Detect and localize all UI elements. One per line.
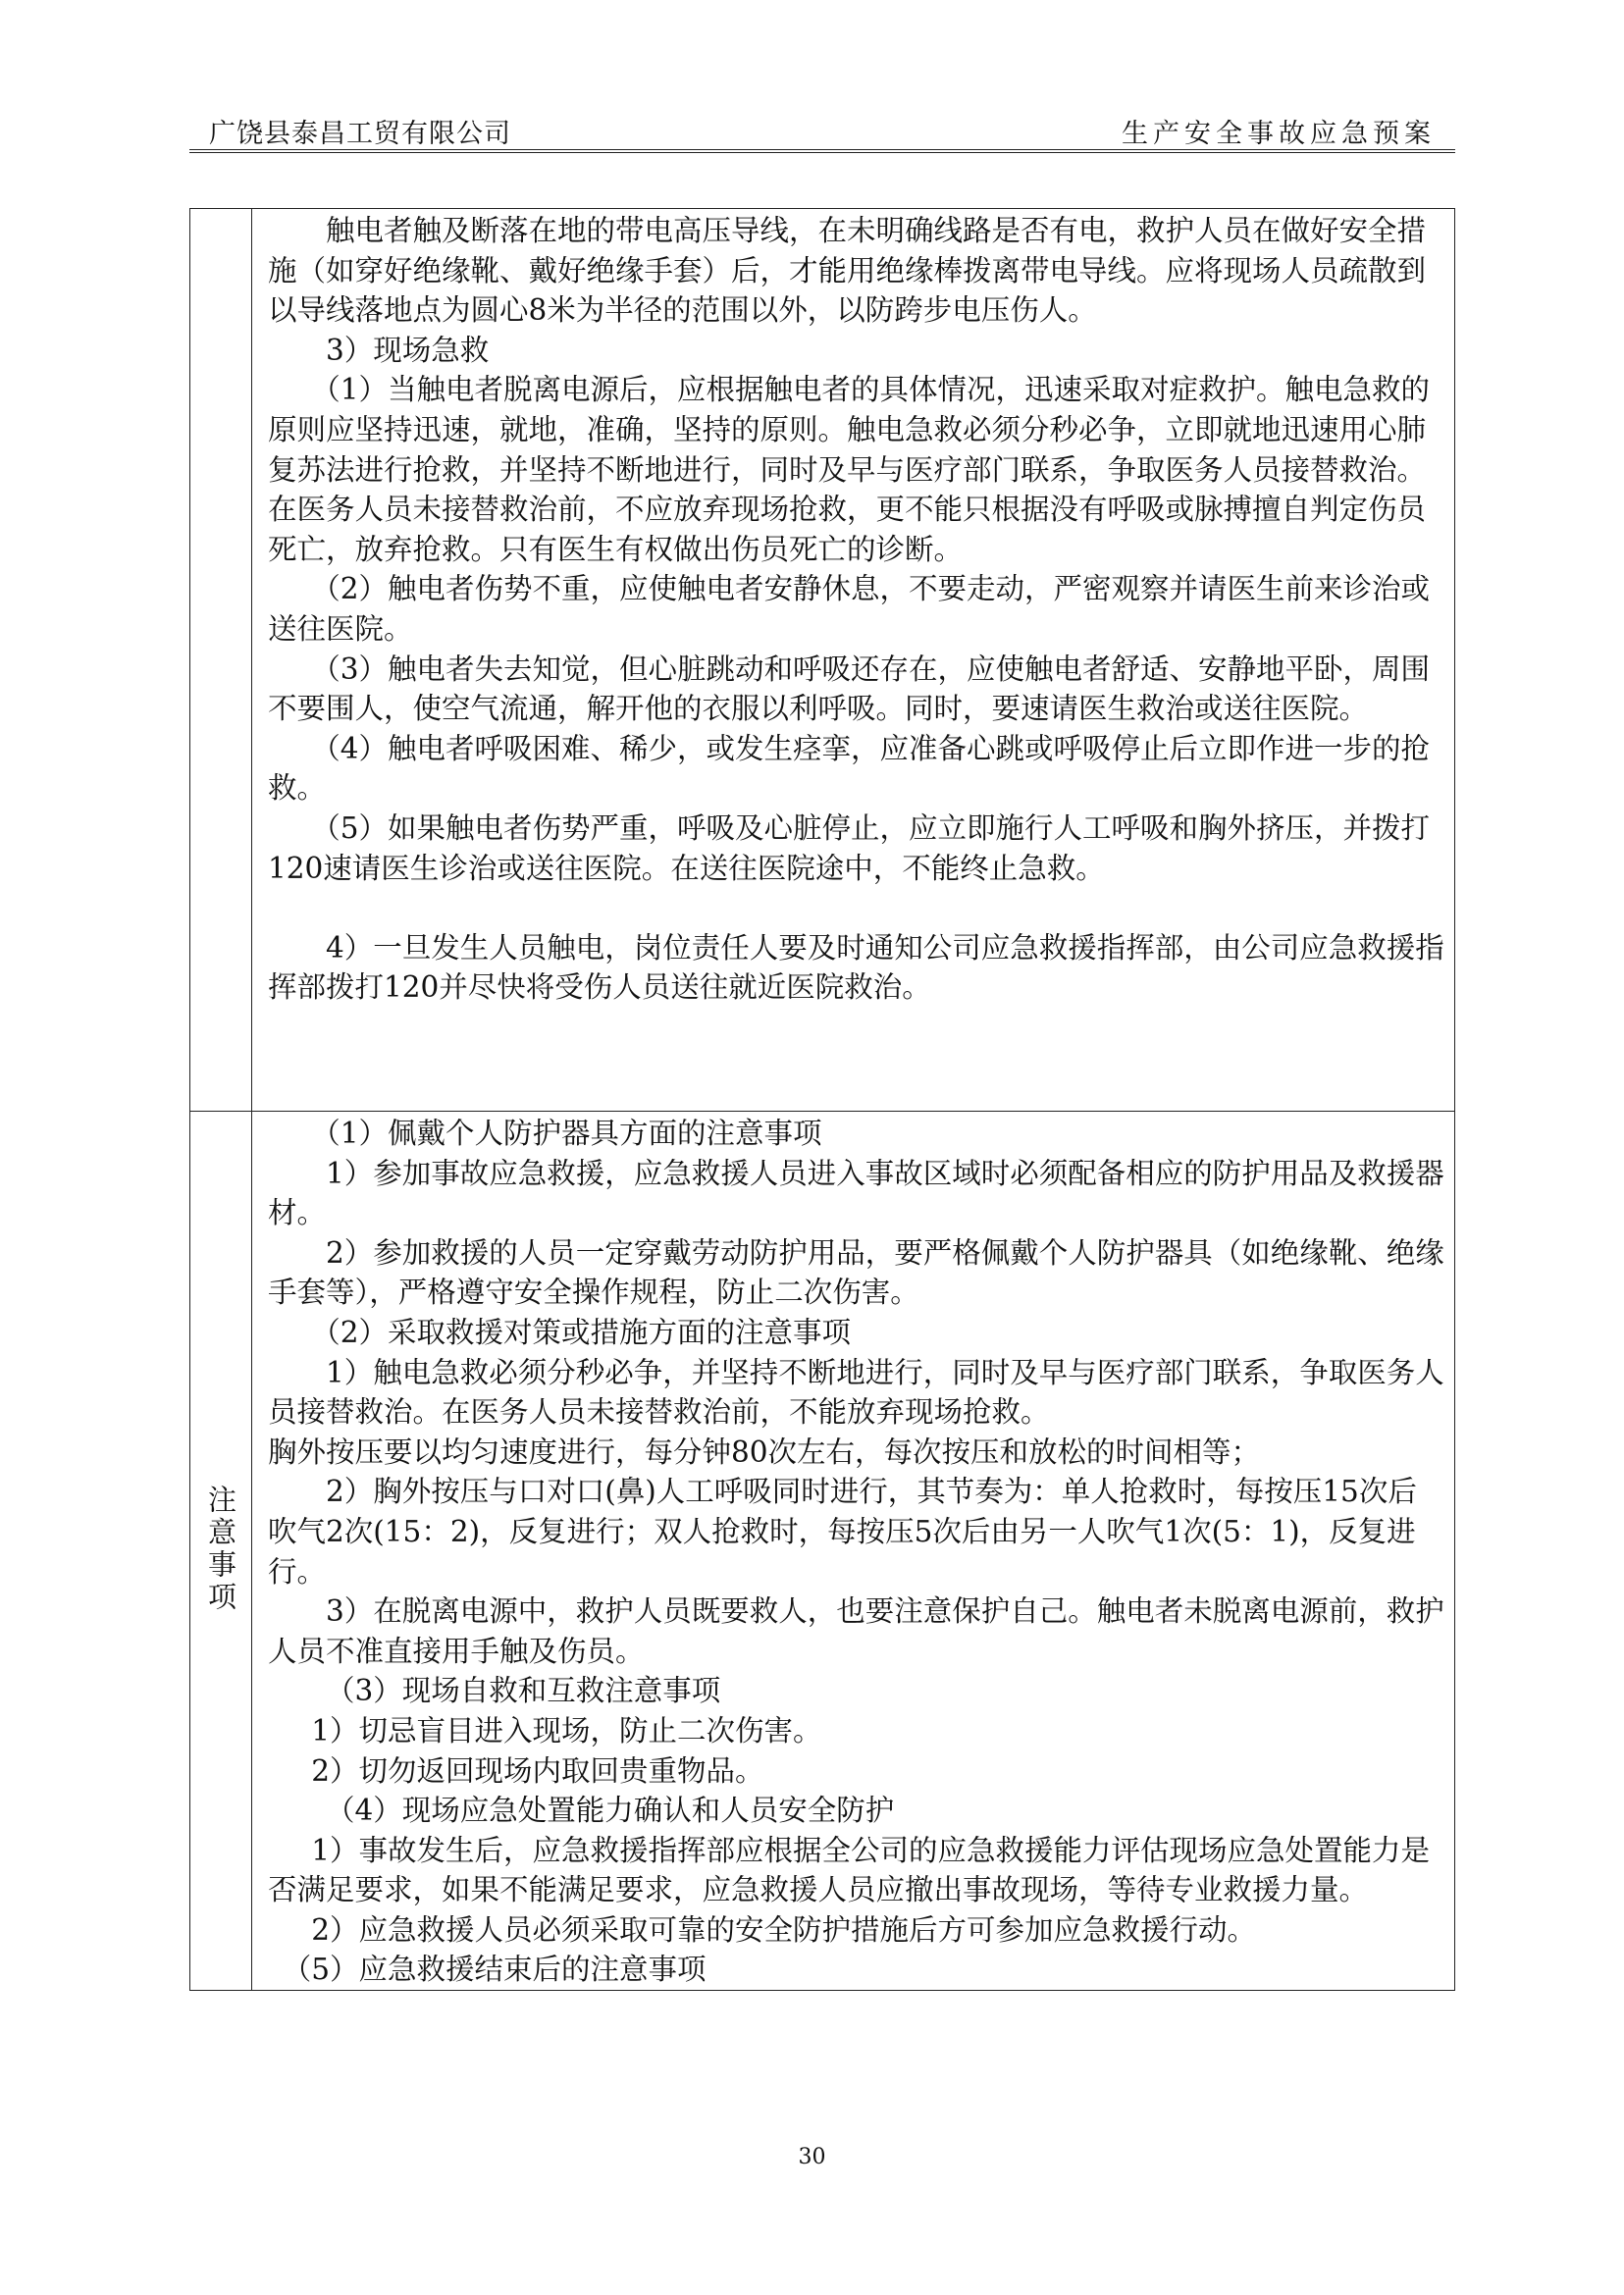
row-content-cell — [252, 209, 1455, 1112]
paragraph: （4）触电者呼吸困难、稀少，或发生痉挛，应准备心跳或呼吸停止后立即作进一步的抢救。 — [268, 731, 1431, 806]
paragraph: 2）参加救援的人员一定穿戴劳动防护用品，要严格佩戴个人防护器具（如绝缘靴、绝缘手套等），严格遵守安全操作规程，防止二次伤害。 — [268, 1235, 1444, 1310]
paragraph: 2）胸外按压与口对口(鼻)人工呼吸同时进行，其节奏为：单人抢救时，每按压15次后吹气2次(15：2)，反复进行；双人抢救时，每按压5次后由另一人吹气1次(5：1)，反复进行。 — [268, 1475, 1417, 1589]
plan-table — [189, 208, 1455, 1991]
paragraph: （2）采取救援对策或措施方面的注意事项 — [311, 1315, 852, 1349]
row-label-cell — [190, 1112, 252, 1991]
paragraph: 3）在脱离电源中，救护人员既要救人，也要注意保护自己。触电者未脱离电源前，救护人员不准直接用手触及伤员。 — [268, 1594, 1444, 1668]
row-content-cell — [252, 1112, 1455, 1991]
paragraph: 1）触电急救必须分秒必争，并坚持不断地进行，同时及早与医疗部门联系，争取医务人员接替救治。在医务人员未接替救治前，不能放弃现场抢救。 — [268, 1355, 1444, 1430]
row-label: 注意事项 — [204, 1484, 237, 1614]
paragraph: （3）现场自救和互救注意事项 — [326, 1674, 721, 1708]
paragraph: 胸外按压要以均匀速度进行，每分钟80次左右，每次按压和放松的时间相等； — [268, 1434, 1261, 1469]
paragraph: 1）切忌盲目进入现场，防止二次伤害。 — [311, 1713, 822, 1747]
paragraph: （2）触电者伤势不重，应使触电者安静休息，不要走动，严密观察并请医生前来诊治或送往医院。 — [268, 572, 1431, 646]
company-name: 广饶县泰昌工贸有限公司 — [209, 119, 511, 149]
paragraph: 3）现场急救 — [326, 333, 490, 367]
paragraph: （3）触电者失去知觉，但心脏跳动和呼吸还存在，应使触电者舒适、安静地平卧，周围不要围人，使空气流通，解开他的衣服以利呼吸。同时，要速请医生救治或送往医院。 — [268, 652, 1431, 726]
paragraph: （5）应急救援结束后的注意事项 — [282, 1953, 707, 1987]
paragraph: 触电者触及断落在地的带电高压导线，在未明确线路是否有电，救护人员在做好安全措施（如穿好绝缘靴、戴好绝缘手套）后，才能用绝缘棒拨离带电导线。应将现场人员疏散到以导线落地点为圆心8米为半径的范围以外，以防跨步电压伤人。 — [268, 214, 1427, 328]
paragraph: （4）现场应急处置能力确认和人员安全防护 — [326, 1794, 895, 1828]
page-header — [189, 110, 1455, 153]
document-title: 生产安全事故应急预案 — [1122, 119, 1436, 149]
blank-line — [268, 888, 1444, 928]
page-number: 30 — [798, 2145, 826, 2169]
paragraph: （1）当触电者脱离电源后，应根据触电者的具体情况，迅速采取对症救护。触电急救的原则应坚持迅速，就地，准确，坚持的原则。触电急救必须分秒必争，立即就地迅速用心肺复苏法进行抢救，并坚持不断地进行，同时及早与医疗部门联系，争取医务人员接替救治。在医务人员未接替救治前，不应放弃现场抢救，更不能只根据没有呼吸或脉搏擅自判定伤员死亡，放弃抢救。只有医生有权做出伤员死亡的诊断。 — [268, 373, 1431, 566]
paragraph: 2）切勿返回现场内取回贵重物品。 — [311, 1753, 764, 1788]
table-row — [190, 209, 1455, 1112]
paragraph: 2）应急救援人员必须采取可靠的安全防护措施后方可参加应急救援行动。 — [311, 1912, 1257, 1947]
row-label-cell — [190, 209, 252, 1112]
paragraph: （1）佩戴个人防护器具方面的注意事项 — [311, 1117, 822, 1150]
paragraph: 1）事故发生后，应急救援指挥部应根据全公司的应急救援能力评估现场应急处置能力是否满足要求，如果不能满足要求，应急救援人员应撤出事故现场，等待专业救援力量。 — [268, 1833, 1431, 1907]
table-row — [190, 1112, 1455, 1991]
paragraph: （5）如果触电者伤势严重，呼吸及心脏停止，应立即施行人工呼吸和胸外挤压，并拨打120速请医生诊治或送往医院。在送往医院途中，不能终止急救。 — [268, 810, 1431, 885]
paragraph: 1）参加事故应急救援，应急救援人员进入事故区域时必须配备相应的防护用品及救援器材。 — [268, 1156, 1444, 1230]
paragraph: 4）一旦发生人员触电，岗位责任人要及时通知公司应急救援指挥部，由公司应急救援指挥部拨打120并尽快将受伤人员送往就近医院救治。 — [268, 930, 1444, 1005]
